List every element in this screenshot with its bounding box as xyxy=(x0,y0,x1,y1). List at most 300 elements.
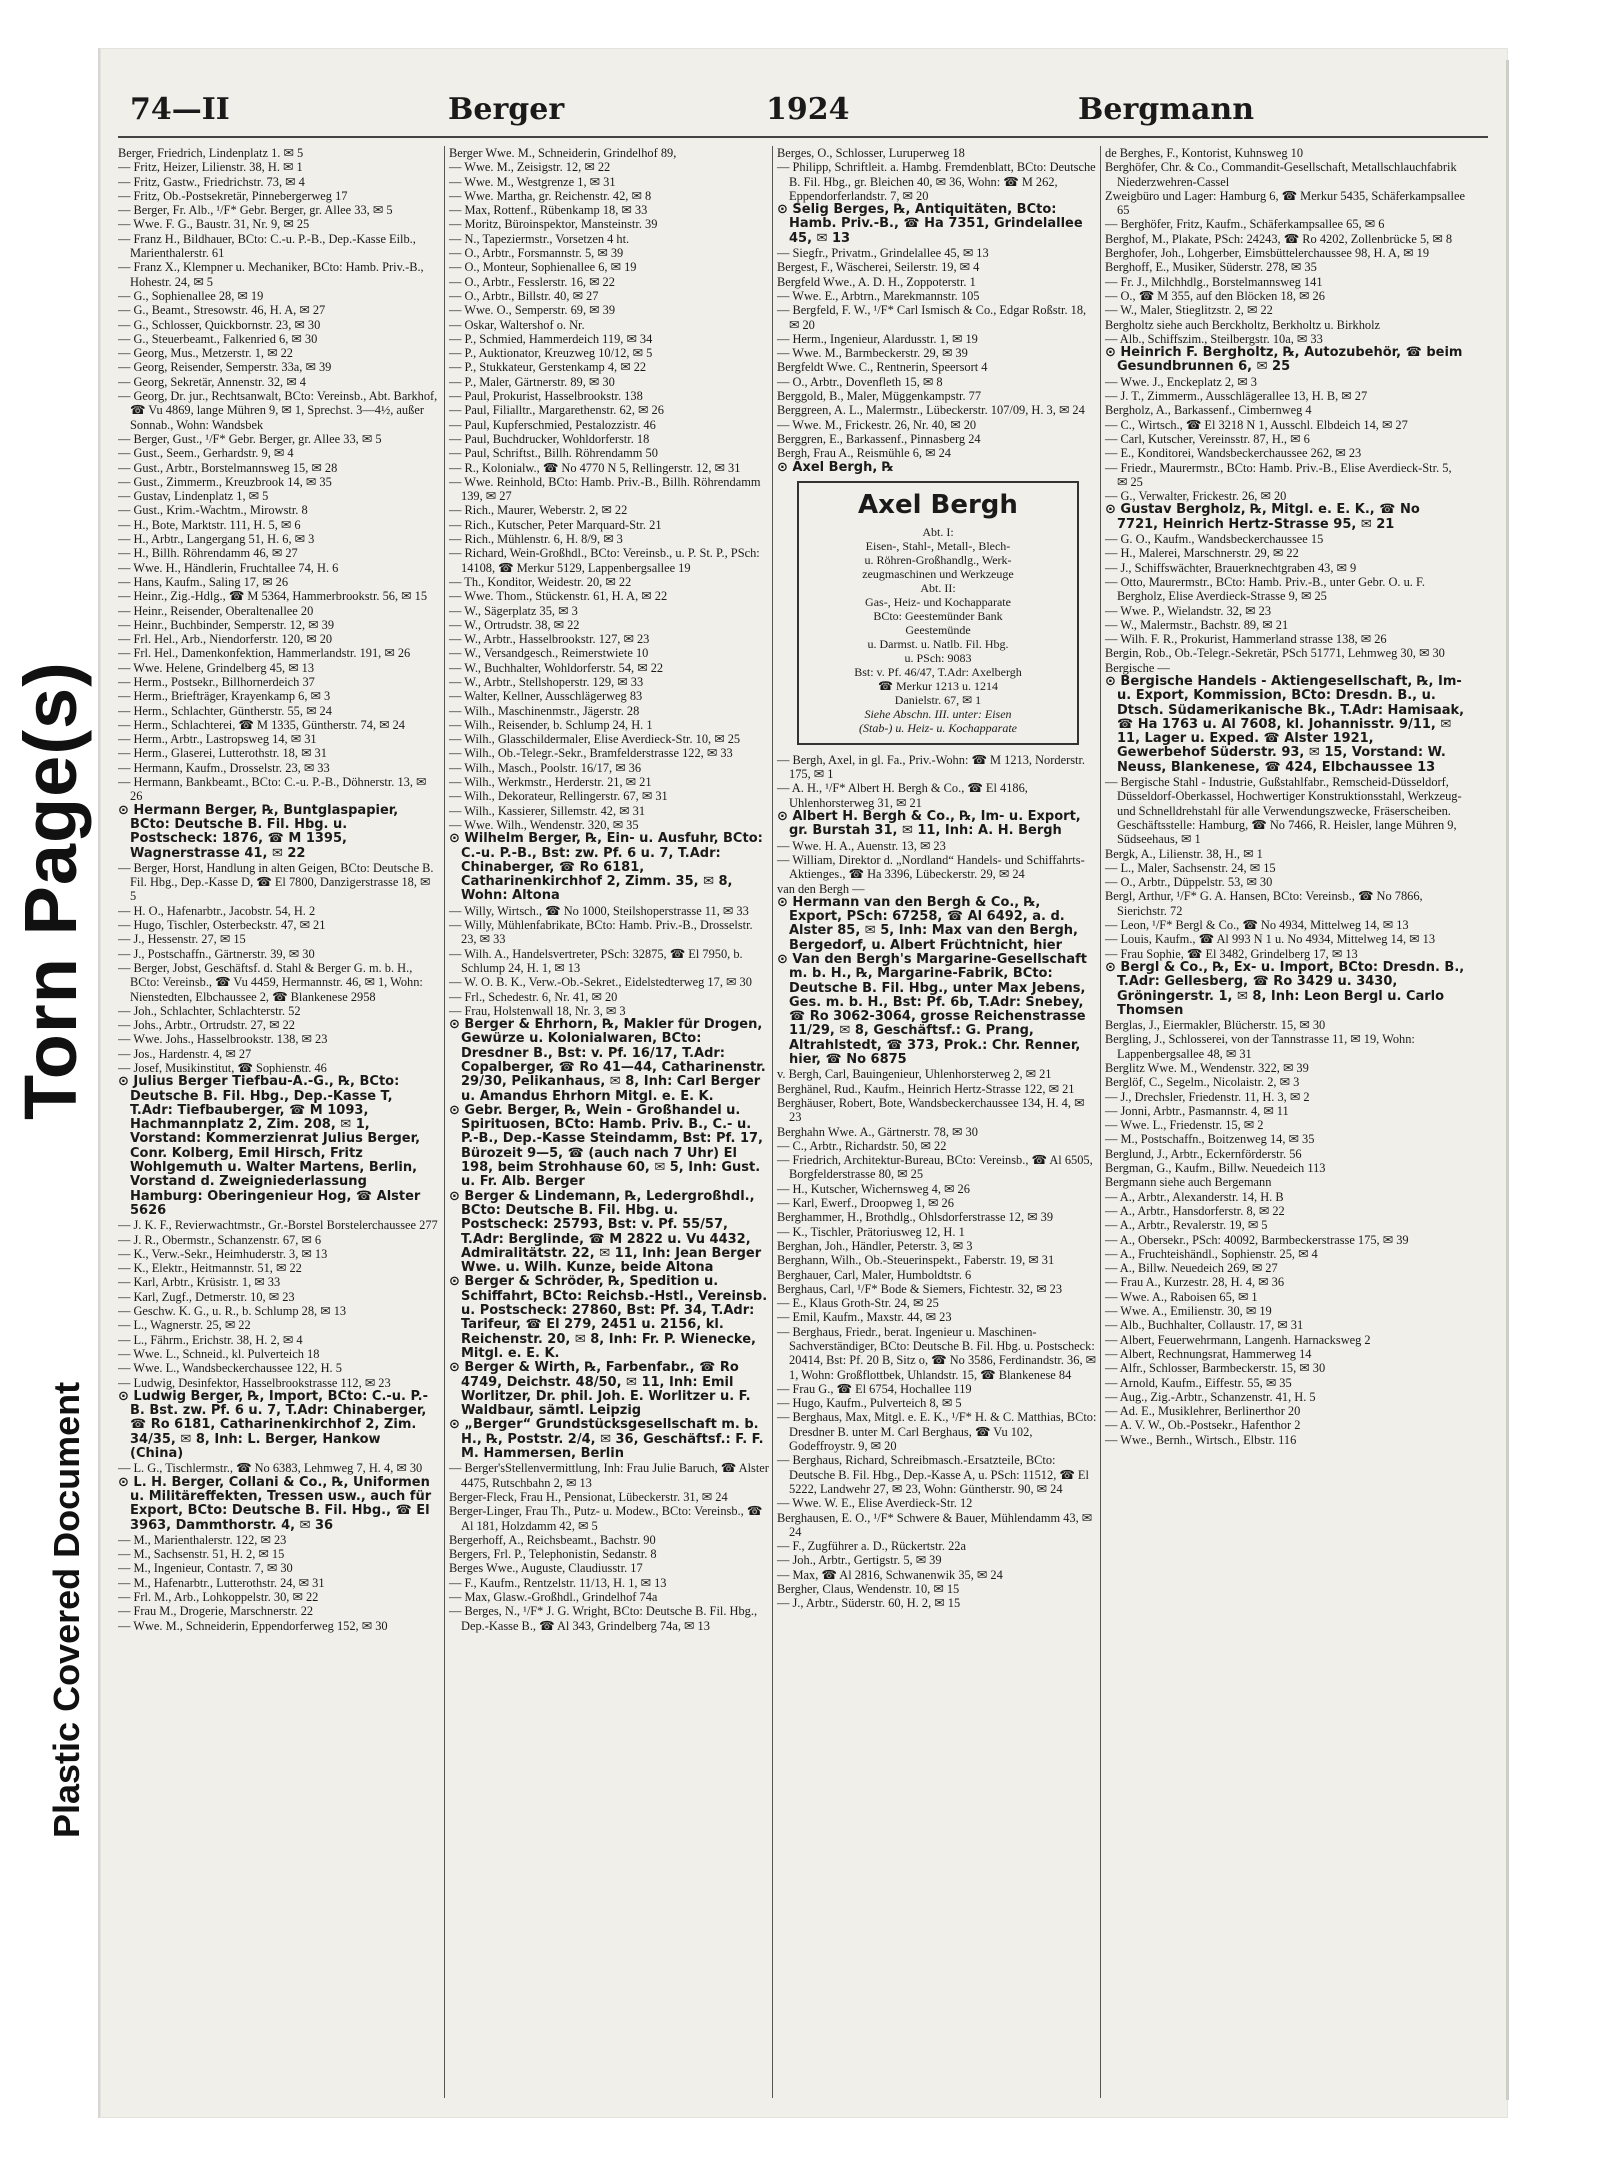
directory-entry: Berggreen, A. L., Malermstr., Lübeckerstr. 107/09, H. 3, ✉ 24 xyxy=(777,403,1085,418)
directory-entry: — G. O., Kaufm., Wandsbeckerchaussee 15 xyxy=(1105,532,1324,547)
directory-entry: — Berger, Fr. Alb., ¹/F* Gebr. Berger, gr. Allee 33, ✉ 5 xyxy=(118,203,393,218)
directory-entry: — Wilh., Glasschildermaler, Elise Averdieck-Str. 10, ✉ 25 xyxy=(449,732,741,747)
directory-entry: — Gust., Arbtr., Borstelmannsweg 15, ✉ 28 xyxy=(118,460,338,475)
directory-entry: Bergk, A., Lilienstr. 38, H., ✉ 1 xyxy=(1105,846,1263,861)
directory-entry: ⊙ Ludwig Berger, ℞, Import, BCto: C.-u. P.-B. Bst. zw. Pf. 6 u. 7, T.Adr: Chinaberger, ☎ Ro 6181, Catharinenkirchhof 2, Zim. 34/35, ✉ 8, Inh: L. Berger, Hankow (China) xyxy=(118,1388,429,1462)
directory-entry: — Wwe. M., Frickestr. 26, Nr. 40, ✉ 20 xyxy=(777,417,977,432)
directory-entry: — Wwe. J., Enckeplatz 2, ✉ 3 xyxy=(1105,374,1257,389)
directory-entry: — Paul, Schriftst., Billh. Röhrendamm 50 xyxy=(449,446,658,461)
directory-entry: — Wwe. L., Wandsbeckerchaussee 122, H. 5 xyxy=(118,1361,342,1376)
directory-entry: — Georg, Reisender, Semperstr. 33a, ✉ 39 xyxy=(118,360,332,375)
directory-entry: Bergmann siehe auch Bergemann xyxy=(1105,1175,1272,1190)
directory-entry: — Herm., Schlachter, Güntherstr. 55, ✉ 24 xyxy=(118,703,332,718)
directory-entry: — M., Hafenarbtr., Lutterothstr. 24, ✉ 31 xyxy=(118,1575,325,1590)
directory-entry: — J., Postschaffn., Gärtnerstr. 39, ✉ 30 xyxy=(118,946,315,961)
directory-entry: — Franz H., Bildhauer, BCto: C.-u. P.-B., Dep.-Kasse Eilb., Marienthalerstr. 61 xyxy=(118,231,416,261)
directory-entry: — K., Tischler, Prätoriusweg 12, H. 1 xyxy=(777,1224,965,1239)
directory-entry: — H., Kutscher, Wichernsweg 4, ✉ 26 xyxy=(777,1181,970,1196)
ad-line: Abt. I: xyxy=(922,524,954,539)
directory-entry: — Frau, Holstenwall 18, Nr. 3, ✉ 3 xyxy=(449,1003,626,1018)
directory-entry: Bergman, G., Kaufm., Billw. Neuedeich 113 xyxy=(1105,1161,1326,1176)
column-3-bottom xyxy=(777,753,1097,1611)
directory-entry: ⊙ Berger & Lindemann, ℞, Ledergroßhdl., BCto: Deutsche B. Fil. Hbg. u. Postscheck: 25793, Bst: v. Pf. 55/57, T.Adr: Berglinde, ☎ M 2822 u. Vu 4432, Admiralitätstr. 22, ✉ 11, Inh: Jean Berger Wwe. u. Wilh. Kunze, beide Altona xyxy=(449,1188,762,1276)
directory-entry: — O., Monteur, Sophienallee 6, ✉ 19 xyxy=(449,260,637,275)
directory-entry: — Bergische Stahl - Industrie, Gußstahlfabr., Remscheid-Düsseldorf, Düsseldorf-Oberkassel, Hochwertiger Konstruktionsstahl, Werkzeug- und Schnelldrehstahl für alle Verwendungszwecke, Fräserscheiben. Geschäftsstelle: Hamburg, ☎ No 7466, R. Heisler, lange Mühren 9, Südseehaus, ✉ 1 xyxy=(1105,775,1462,847)
directory-entry: Bergl, Arthur, ¹/F* G. A. Hansen, BCto: Vereinsb., ☎ No 7866, Sierichstr. 72 xyxy=(1105,889,1423,918)
directory-entry: — M., Ingenieur, Contastr. 7, ✉ 30 xyxy=(118,1561,293,1576)
directory-entry: — Berger'sStellenvermittlung, Inh: Frau Julie Baruch, ☎ Alster 4475, Rutschbahn 2, ✉ 13 xyxy=(449,1461,769,1490)
directory-entry: — M., Marienthalerstr. 122, ✉ 23 xyxy=(118,1532,287,1547)
directory-entry: — Berger, Horst, Handlung in alten Geigen, BCto: Deutsche B. Fil. Hbg., Dep.-Kasse D, ☎ El 7800, Danzigerstrasse 18, ✉ 5 xyxy=(118,860,434,904)
column-4 xyxy=(1100,146,1465,2098)
directory-entry: — Georg, Mus., Metzerstr. 1, ✉ 22 xyxy=(118,346,293,361)
directory-entry: — H., Arbtr., Langergang 51, H. 6, ✉ 3 xyxy=(118,532,315,547)
directory-entry: — Berghöfer, Fritz, Kaufm., Schäferkampsallee 65, ✉ 6 xyxy=(1105,217,1385,232)
directory-page xyxy=(98,48,1508,2118)
directory-entry: — Gust., Krim.-Wachtm., Mirowstr. 8 xyxy=(118,503,308,518)
ad-line: Bst: v. Pf. 46/47, T.Adr: Axelbergh xyxy=(854,664,1022,679)
directory-entry: — Wilh. A., Handelsvertreter, PSch: 32875, ☎ El 7950, b. Schlump 24, H. 1, ✉ 13 xyxy=(449,946,743,975)
directory-entry: — Wwe. Johs., Hasselbrookstr. 138, ✉ 23 xyxy=(118,1032,328,1047)
directory-entry: — Willy, Wirtsch., ☎ No 1000, Steilshoperstrasse 11, ✉ 33 xyxy=(449,903,749,918)
directory-entry: Berghänel, Rud., Kaufm., Heinrich Hertz-Strasse 122, ✉ 21 xyxy=(777,1081,1075,1096)
directory-entry: ⊙ Axel Bergh, ℞ xyxy=(777,459,894,475)
directory-entry: — E., Klaus Groth-Str. 24, ✉ 25 xyxy=(777,1296,939,1311)
directory-entry: — W. O. B. K., Verw.-Ob.-Sekret., Eidelstedterweg 17, ✉ 30 xyxy=(449,975,752,990)
directory-entry: — Willy, Mühlenfabrikate, BCto: Hamb. Priv.-B., Drosselstr. 23, ✉ 33 xyxy=(449,918,753,947)
directory-entry: — Hugo, Tischler, Osterbeckstr. 47, ✉ 21 xyxy=(118,918,326,933)
directory-entry: — Fr. J., Milchhdlg., Borstelmannsweg 141 xyxy=(1105,274,1323,289)
directory-entry: Berges Wwe., Auguste, Claudiusstr. 17 xyxy=(449,1561,643,1576)
directory-entry: — Hermann, Bankbeamt., BCto: C.-u. P.-B., Döhnerstr. 13, ✉ 26 xyxy=(118,775,427,804)
column-3 xyxy=(772,146,1097,2098)
directory-entry: ⊙ L. H. Berger, Collani & Co., ℞, Uniformen u. Militäreffekten, Tressen usw., auch für Export, BCto: Deutsche B. Fil. Hbg., ☎ El 3963, Dammthorstr. 4, ✉ 36 xyxy=(118,1474,432,1533)
directory-entry: — Rich., Mühlenstr. 6, H. 8/9, ✉ 3 xyxy=(449,532,623,547)
directory-entry: — Berger, Gust., ¹/F* Gebr. Berger, gr. Allee 33, ✉ 5 xyxy=(118,431,382,446)
directory-entry: — K., Elektr., Heitmannstr. 51, ✉ 22 xyxy=(118,1261,302,1276)
directory-entry: — Frau A., Kurzestr. 28, H. 4, ✉ 36 xyxy=(1105,1275,1285,1290)
directory-entry: — L., Maler, Sachsenstr. 24, ✉ 15 xyxy=(1105,860,1276,875)
directory-entry: — Wwe. O., Semperstr. 69, ✉ 39 xyxy=(449,303,616,318)
directory-entry: — Friedr., Maurermstr., BCto: Hamb. Priv.-B., Elise Averdieck-Str. 5, ✉ 25 xyxy=(1105,460,1452,489)
directory-entry: — Jos., Hardenstr. 4, ✉ 27 xyxy=(118,1046,252,1061)
directory-entry: — P., Stukkateur, Gerstenkamp 4, ✉ 22 xyxy=(449,360,647,375)
directory-entry: — William, Direktor d. „Nordland“ Handels- und Schiffahrts-Aktienges., ☎ Ha 3396, Lübeckerstr. 29, ✉ 24 xyxy=(777,852,1085,882)
directory-entry: — L., Wagnerstr. 25, ✉ 22 xyxy=(118,1318,251,1333)
directory-entry: — G., Sophienallee 28, ✉ 19 xyxy=(118,288,264,303)
directory-entry: Berghof, M., Plakate, PSch: 24243, ☎ Ro 4202, Zollenbrücke 5, ✉ 8 xyxy=(1105,231,1453,246)
directory-entry: Bergfeldt Wwe. C., Rentnerin, Speersort 4 xyxy=(777,360,988,375)
directory-entry: ⊙ Berger & Wirth, ℞, Farbenfabr., ☎ Ro 4749, Deichstr. 48/50, ✉ 11, Inh: Emil Worlitzer, Dr. phil. Joh. E. Worlitzer u. F. Waldbaur, sämtl. Leipzig xyxy=(449,1360,751,1419)
directory-entry: — Gust., Seem., Gerhardstr. 9, ✉ 4 xyxy=(118,446,294,461)
directory-entry: — Bergh, Axel, in gl. Fa., Priv.-Wohn: ☎ M 1213, Norderstr. 175, ✉ 1 xyxy=(777,752,1086,782)
directory-entry: — Wwe. M., Schneiderin, Eppendorferweg 152, ✉ 30 xyxy=(118,1618,388,1633)
directory-entry: — W., Versandgesch., Reimerstwiete 10 xyxy=(449,646,649,661)
directory-entry: — Wwe. E., Arbtrn., Marekmannstr. 105 xyxy=(777,288,980,303)
directory-entry: — Gustav, Lindenplatz 1, ✉ 5 xyxy=(118,489,269,504)
ad-title: Axel Bergh xyxy=(858,489,1018,520)
directory-entry: — Friedrich, Architektur-Bureau, BCto: Vereinsb., ☎ Al 6505, Borgfelderstrasse 80, ✉ 25 xyxy=(777,1153,1093,1182)
directory-entry: — Siegfr., Privatm., Grindelallee 45, ✉ 13 xyxy=(777,246,989,261)
directory-entry: — L., Fährm., Erichstr. 38, H. 2, ✉ 4 xyxy=(118,1332,303,1347)
directory-entry: Bergische — xyxy=(1105,660,1170,675)
directory-entry: — Rich., Kutscher, Peter Marquard-Str. 21 xyxy=(449,517,662,532)
header-first-name: Berger xyxy=(448,92,565,127)
directory-entry: — K., Verw.-Sekr., Heimhuderstr. 3, ✉ 13 xyxy=(118,1246,328,1261)
directory-entry: ⊙ Albert H. Bergh & Co., ℞, Im- u. Export, gr. Burstah 31, ✉ 11, Inh: A. H. Bergh xyxy=(777,809,1081,839)
directory-entry: Berglund, J., Arbtr., Eckernförderstr. 56 xyxy=(1105,1146,1302,1161)
directory-entry: — Arnold, Kaufm., Eiffestr. 55, ✉ 35 xyxy=(1105,1375,1292,1390)
directory-entry: — Bergfeld, F. W., ¹/F* Carl Ismisch & Co., Edgar Roßstr. 18, ✉ 20 xyxy=(777,303,1087,332)
directory-entry: — M., Sachsenstr. 51, H. 2, ✉ 15 xyxy=(118,1547,285,1562)
directory-entry: ⊙ Berger & Ehrhorn, ℞, Makler für Drogen, Gewürze u. Kolonialwaren, BCto: Dresdner B., Bst: v. Pf. 16/17, T.Adr: Copalberger, ☎ Ro 41—44, Catharinenstr. 29/30, Pelikanhaus, ✉ 8, Inh: Carl Berger u. Amandus Ehrhorn Mitgl. e. E. K. xyxy=(449,1017,766,1104)
directory-entry: — Frl., Schedestr. 6, Nr. 41, ✉ 20 xyxy=(449,989,618,1004)
directory-entry: — Ludwig, Desinfektor, Hasselbrookstrasse 112, ✉ 23 xyxy=(118,1375,391,1390)
directory-entry: Berger Wwe. M., Schneiderin, Grindelhof 89, xyxy=(449,146,677,160)
directory-entry: — Georg, Sekretär, Annenstr. 32, ✉ 4 xyxy=(118,374,306,389)
directory-entry: van den Bergh — xyxy=(777,881,865,896)
directory-entry: — Wwe. A., Raboisen 65, ✉ 1 xyxy=(1105,1289,1258,1304)
directory-entry: Bergh, Frau A., Reismühle 6, ✉ 24 xyxy=(777,446,951,461)
plastic-covered-stamp: Plastic Covered Document xyxy=(46,1381,87,1838)
directory-entry: ⊙ Gebr. Berger, ℞, Wein - Großhandel u. Spirituosen, BCto: Hamb. Priv. B., C.- u. P.-B., Dep.-Kasse Steindamm, Bst: Pf. 17, Bürozeit 9—5, ☎ (auch nach 7 Uhr) El 198, beim Strohhause 60, ✉ 5, Inh: Gust. u. Fr. Alb. Berger xyxy=(449,1102,763,1190)
directory-entry: — H. O., Hafenarbtr., Jacobstr. 54, H. 2 xyxy=(118,903,316,918)
directory-entry: — W., Arbtr., Stellshoperstr. 129, ✉ 33 xyxy=(449,674,644,689)
directory-entry: — Hermann, Kaufm., Drosselstr. 23, ✉ 33 xyxy=(118,760,330,775)
directory-entry: — Fritz, Heizer, Lilienstr. 38, H. ✉ 1 xyxy=(118,160,303,175)
directory-entry: Berghöfer, Chr. & Co., Commandit-Gesellschaft, Metallschlauchfabrik Niederzwehren-Cassel xyxy=(1105,160,1457,189)
directory-entry: — Wilh., Maschinenmstr., Jägerstr. 28 xyxy=(449,703,640,718)
scan-margin xyxy=(0,0,100,2177)
directory-entry: — Herm., Schlachterei, ☎ M 1335, Güntherstr. 74, ✉ 24 xyxy=(118,717,406,732)
ad-lines xyxy=(807,525,1069,735)
directory-entry: — Wilh., Kassierer, Sillemstr. 42, ✉ 31 xyxy=(449,803,646,818)
directory-entry: — Josef, Musikinstitut, ☎ Sophienstr. 46 xyxy=(118,1061,327,1075)
directory-entry: — O., Arbtr., Dovenfleth 15, ✉ 8 xyxy=(777,374,943,389)
column-3-top xyxy=(777,146,1097,475)
directory-entry: — Albert, Feuerwehrmann, Langenh. Harnacksweg 2 xyxy=(1105,1332,1371,1347)
directory-entry: — Frl. M., Arb., Lohkoppelstr. 30, ✉ 22 xyxy=(118,1589,319,1604)
directory-entry: — H., Billh. Röhrendamm 46, ✉ 27 xyxy=(118,546,298,561)
directory-entry: Berghan, Joh., Händler, Peterstr. 3, ✉ 3 xyxy=(777,1238,973,1253)
directory-entry: — F., Zugführer a. D., Rückertstr. 22a xyxy=(777,1539,966,1554)
directory-entry: — H., Malerei, Marschnerstr. 29, ✉ 22 xyxy=(1105,546,1299,561)
directory-entry: — Emil, Kaufm., Maxstr. 44, ✉ 23 xyxy=(777,1310,952,1325)
directory-entry: Berggold, B., Maler, Müggenkampstr. 77 xyxy=(777,389,982,404)
directory-entry: Berghann, Wilh., Ob.-Steuerinspekt., Faberstr. 19, ✉ 31 xyxy=(777,1253,1055,1268)
directory-entry: — G., Beamt., Stresowstr. 46, H. A, ✉ 27 xyxy=(118,303,326,318)
directory-entry: — G., Verwalter, Frickestr. 26, ✉ 20 xyxy=(1105,489,1287,504)
directory-entry: — Gust., Zimmerm., Kreuzbrook 14, ✉ 35 xyxy=(118,474,332,489)
directory-entry: — Geschw. K. G., u. R., b. Schlump 28, ✉ 13 xyxy=(118,1304,347,1319)
directory-entry: Berghofer, Joh., Lohgerber, Eimsbüttelerchaussee 98, H. A, ✉ 19 xyxy=(1105,246,1430,261)
directory-entry: — Fritz, Gastw., Friedrichstr. 73, ✉ 4 xyxy=(118,174,305,189)
directory-entry: Bergfeld Wwe., A. D. H., Zoppoterstr. 1 xyxy=(777,274,976,289)
directory-entry: Bergholtz siehe auch Berckholtz, Berkholtz u. Birkholz xyxy=(1105,317,1381,332)
ad-line: Eisen-, Stahl-, Metall-, Blech- xyxy=(865,538,1011,553)
directory-entry: — J., Schiffswächter, Brauerknechtgraben 43, ✉ 9 xyxy=(1105,560,1357,575)
directory-entry: ⊙ „Berger“ Grundstücksgesellschaft m. b. H., ℞, Poststr. 2/4, ✉ 36, Geschäftsf.: F. F. M. Hammersen, Berlin xyxy=(449,1417,764,1462)
ad-line: u. PSch: 9083 xyxy=(904,650,972,665)
directory-entry: — Frau Sophie, ☎ El 3482, Grindelberg 17, ✉ 13 xyxy=(1105,946,1358,961)
directory-entry: — G., Steuerbeamt., Falkenried 6, ✉ 30 xyxy=(118,331,318,346)
directory-entry: — Albert, Rechnungsrat, Hammerweg 14 xyxy=(1105,1346,1312,1361)
directory-entry: — Wilh., Reisender, b. Schlump 24, H. 1 xyxy=(449,717,653,732)
directory-columns xyxy=(118,146,1488,2098)
directory-entry: — Wwe. F. G., Baustr. 31, Nr. 9, ✉ 25 xyxy=(118,217,310,232)
directory-entry: ⊙ Gustav Bergholz, ℞, Mitgl. e. E. K., ☎ No 7721, Heinrich Hertz-Strasse 95, ✉ 21 xyxy=(1105,502,1420,532)
directory-entry: Berghammer, H., Brothdlg., Ohlsdorferstrasse 12, ✉ 39 xyxy=(777,1210,1054,1225)
directory-entry: — Berghaus, Richard, Schreibmasch.-Ersatzteile, BCto: Deutsche B. Fil. Hbg., Dep.-Kasse A, u. PSch: 11512, ☎ El 5222, Landwehr 27, ✉ 23, Wohn: Güntherstr. 90, ✉ 24 xyxy=(777,1453,1089,1496)
directory-entry: — W., Buchhalter, Wohldorferstr. 54, ✉ 22 xyxy=(449,660,664,675)
directory-entry: — Franz X., Klempner u. Mechaniker, BCto: Hamb. Priv.-B., Hohestr. 24, ✉ 5 xyxy=(118,260,424,289)
directory-entry: — Joh., Schlachter, Schlachterstr. 52 xyxy=(118,1003,301,1018)
torn-pages-stamp: Torn Page(s) xyxy=(9,661,92,1120)
directory-entry: — O., ☎ M 355, auf den Blöcken 18, ✉ 26 xyxy=(1105,288,1325,303)
directory-entry: — R., Kolonialw., ☎ No 4770 N 5, Rellingerstr. 12, ✉ 31 xyxy=(449,460,741,475)
directory-entry: ⊙ Heinrich F. Bergholtz, ℞, Autozubehör, ☎ beim Gesundbrunnen 6, ✉ 25 xyxy=(1105,345,1463,375)
ad-line: u. Darmst. u. Natlb. Fil. Hbg. xyxy=(867,636,1009,651)
directory-entry: ⊙ Berger & Schröder, ℞, Spedition u. Schiffahrt, BCto: Reichsb.-Hstl., Vereinsb. u. Postscheck: 27860, Bst: Pf. 34, T.Adr: Tarifeur, ☎ El 279, 2451 u. 2156, kl. Reichenstr. 20, ✉ 8, Inh: Fr. P. Wienecke, Mitgl. e. E. K. xyxy=(449,1274,768,1361)
directory-entry: — Herm., Ingenieur, Alardusstr. 1, ✉ 19 xyxy=(777,331,978,346)
directory-entry: — J., Hessenstr. 27, ✉ 15 xyxy=(118,932,246,947)
directory-entry: Berglas, J., Eiermakler, Blücherstr. 15, ✉ 30 xyxy=(1105,1018,1326,1033)
directory-entry: — J. K. F., Revierwachtmstr., Gr.-Borstel Borstelerchaussee 277 xyxy=(118,1218,438,1233)
directory-entry: — Wwe. H. A., Auenstr. 13, ✉ 23 xyxy=(777,838,946,853)
directory-entry: Berghauer, Carl, Maler, Humboldtstr. 6 xyxy=(777,1267,972,1282)
directory-entry: Berghausen, E. O., ¹/F* Schwere & Bauer, Mühlendamm 43, ✉ 24 xyxy=(777,1510,1093,1539)
directory-entry: — Wwe. M., Barmbeckerstr. 29, ✉ 39 xyxy=(777,346,968,361)
page-number: 74—II xyxy=(130,92,230,127)
directory-entry: — Moritz, Büroinspektor, Mansteinstr. 39 xyxy=(449,217,658,232)
page-edge-shadow xyxy=(1506,60,1509,2100)
directory-entry: — C., Wirtsch., ☎ El 3218 N 1, Ausschl. Elbdeich 14, ✉ 27 xyxy=(1105,417,1408,432)
directory-entry: — Max, ☎ Al 2816, Schwanenwik 35, ✉ 24 xyxy=(777,1567,1003,1582)
directory-entry: Berghahn Wwe. A., Gärtnerstr. 78, ✉ 30 xyxy=(777,1124,978,1139)
directory-entry: Berger-Linger, Frau Th., Putz- u. Modew., BCto: Vereinsb., ☎ Al 181, Holzdamm 42, ✉ 5 xyxy=(449,1504,763,1533)
directory-entry: — Wwe. M., Zeisigstr. 12, ✉ 22 xyxy=(449,160,611,175)
directory-entry: — Karl, Zugf., Detmerstr. 10, ✉ 23 xyxy=(118,1289,295,1304)
directory-entry: — F., Kaufm., Rentzelstr. 11/13, H. 1, ✉ 13 xyxy=(449,1575,667,1590)
directory-entry: Berglitz Wwe. M., Wendenstr. 322, ✉ 39 xyxy=(1105,1061,1309,1075)
directory-entry: — Herm., Arbtr., Lastropsweg 14, ✉ 31 xyxy=(118,732,317,747)
directory-entry: ⊙ Wilhelm Berger, ℞, Ein- u. Ausfuhr, BCto: C.-u. P.-B., Bst: zw. Pf. 6 u. 7, T.Adr: Chinaberger, ☎ Ro 6181, Catharinenkirchhof 2, Zimm. 35, ✉ 8, Wohn: Altona xyxy=(449,831,763,904)
directory-entry: — H., Bote, Marktstr. 111, H. 5, ✉ 6 xyxy=(118,517,301,532)
directory-entry: — Wwe. P., Wielandstr. 32, ✉ 23 xyxy=(1105,603,1272,618)
directory-entry: — J. R., Obermstr., Schanzenstr. 67, ✉ 6 xyxy=(118,1232,322,1247)
directory-entry: — Alb., Buchhalter, Collaustr. 17, ✉ 31 xyxy=(1105,1318,1304,1333)
directory-entry: ⊙ Bergl & Co., ℞, Ex- u. Import, BCto: Dresdn. B., T.Adr: Gellesberg, ☎ Ro 3429 u. 3430, Gröningerstr. 1, ✉ 8, Inh: Leon Bergl u. Carlo Thomsen xyxy=(1105,959,1465,1018)
directory-entry: — O., Arbtr., Düppelstr. 53, ✉ 30 xyxy=(1105,875,1273,890)
directory-entry: — Th., Konditor, Weidestr. 20, ✉ 22 xyxy=(449,574,632,589)
directory-entry: — W., Ortrudstr. 38, ✉ 22 xyxy=(449,617,580,632)
header-year: 1924 xyxy=(766,92,850,127)
directory-entry: — Heinr., Buchbinder, Semperstr. 12, ✉ 39 xyxy=(118,617,335,632)
directory-entry: ⊙ Julius Berger Tiefbau-A.-G., ℞, BCto: Deutsche B. Fil. Hbg., Dep.-Kasse T, T.Adr: Tiefbauberger, ☎ M 1093, Hachmannplatz 2, Zim. 208, ✉ 1, Vorstand: Kommerzienrat Julius Berger, Conr. Kolberg, Emil Hirsch, Fritz Wohlgemuth u. Walter Martens, Berlin, Vorstand d. Zweigniederlassung Hamburg: Oberingenieur Hog, ☎ Alster 5626 xyxy=(118,1074,421,1218)
directory-entry: Bergher, Claus, Wendenstr. 10, ✉ 15 xyxy=(777,1582,960,1597)
directory-entry: — N., Tapeziermstr., Vorsetzen 4 ht. xyxy=(449,231,630,246)
directory-entry: ⊙ Hermann Berger, ℞, Buntglaspapier, BCto: Deutsche B. Fil. Hbg. u. Postscheck: 1876, ☎ M 1395, Wagnerstrasse 41, ✉ 22 xyxy=(118,802,399,861)
directory-entry: — Heinr., Zig.-Hdlg., ☎ M 5364, Hammerbrookstr. 56, ✉ 15 xyxy=(118,589,428,604)
directory-entry: — Wwe. Helene, Grindelberg 45, ✉ 13 xyxy=(118,660,315,675)
directory-entry: — Wilh., Werkmstr., Herderstr. 21, ✉ 21 xyxy=(449,775,652,790)
directory-entry: — O., Arbtr., Fesslerstr. 16, ✉ 22 xyxy=(449,274,615,289)
directory-entry: — Wwe. Reinhold, BCto: Hamb. Priv.-B., Billh. Röhrendamm 139, ✉ 27 xyxy=(449,474,761,504)
directory-entry: — Wwe. Thom., Stückenstr. 61, H. A, ✉ 22 xyxy=(449,589,668,604)
directory-entry: — Aug., Zig.-Arbtr., Schanzenstr. 41, H. 5 xyxy=(1105,1389,1316,1404)
directory-entry: — Heinr., Reisender, Oberaltenallee 20 xyxy=(118,603,314,618)
directory-entry: — Jonni, Arbtr., Pasmannstr. 4, ✉ 11 xyxy=(1105,1103,1289,1118)
directory-entry: — A., Arbtr., Alexanderstr. 14, H. B xyxy=(1105,1189,1284,1204)
directory-entry: Berges, O., Schlosser, Luruperweg 18 xyxy=(777,146,965,160)
directory-entry: — Fritz, Ob.-Postsekretär, Pinnebergerweg 17 xyxy=(118,188,348,203)
ad-line: (Stab-) u. Heiz- u. Kochapparate xyxy=(859,720,1017,735)
directory-entry: — Berges, N., ¹/F* J. G. Wright, BCto: Deutsche B. Fil. Hbg., Dep.-Kasse B., ☎ Al 343, Grindelberg 74a, ✉ 13 xyxy=(449,1604,758,1633)
directory-entry: — Frau M., Drogerie, Marschnerstr. 22 xyxy=(118,1604,314,1619)
directory-entry: — P., Maler, Gärtnerstr. 89, ✉ 30 xyxy=(449,374,615,389)
directory-entry: — Richard, Wein-Großhdl., BCto: Vereinsb., u. P. St. P., PSch: 14108, ☎ Merkur 5129, Lappenbergsallee 19 xyxy=(449,546,760,575)
directory-entry: Berger-Fleck, Frau H., Pensionat, Lübeckerstr. 31, ✉ 24 xyxy=(449,1489,728,1504)
directory-entry: — M., Postschaffn., Boitzenweg 14, ✉ 35 xyxy=(1105,1132,1315,1147)
directory-entry: — Karl, Ewerf., Droopweg 1, ✉ 26 xyxy=(777,1196,954,1211)
directory-entry: ⊙ Bergische Handels - Aktiengesellschaft, ℞, Im- u. Export, Kommission, BCto: Dresdn. B., u. Dtsch. Südamerikanische Bk., T.Adr: Hamisaak, ☎ Ha 1763 u. Al 7608, kl. Johannisstr. 9/11, ✉ 11, Lager u. Exped. ☎ Alster 1921, Gewerbehof Süderstr. 93, ✉ 15, Vorstand: W. Neuss, Blankenese, ☎ 424, Elbchaussee 13 xyxy=(1105,673,1465,775)
directory-entry: — Georg, Dr. jur., Rechtsanwalt, BCto: Vereinsb., Abt. Barkhof, ☎ Vu 4869, lange Mühren 9, ✉ 1, Sprechst. 3—4½, außer Sonnab., Wohn: Wandsbek xyxy=(118,389,438,432)
directory-entry: — Karl, Arbtr., Krüsistr. 1, ✉ 33 xyxy=(118,1275,281,1290)
scan-right-margin xyxy=(1506,60,1600,2100)
directory-entry: — Carl, Kutscher, Vereinsstr. 87, H., ✉ 6 xyxy=(1105,431,1310,446)
directory-entry: — Wilh. F. R., Prokurist, Hammerland strasse 138, ✉ 26 xyxy=(1105,632,1387,647)
directory-entry: — Rich., Maurer, Weberstr. 2, ✉ 22 xyxy=(449,503,628,518)
directory-entry: — Wilh., Dekorateur, Rellingerstr. 67, ✉ 31 xyxy=(449,789,668,804)
directory-entry: — Oskar, Waltershof o. Nr. xyxy=(449,317,585,332)
directory-entry: — Philipp, Schriftleit. a. Hambg. Fremdenblatt, BCto: Deutsche B. Fil. Hbg., gr. Bleichen 40, ✉ 36, Wohn: ☎ M 262, Eppendorferlandstr. 7, ✉ 20 xyxy=(777,160,1096,203)
directory-entry: ⊙ Van den Bergh's Margarine-Gesellschaft m. b. H., ℞, Margarine-Fabrik, BCto: Deutsche B. Fil. Hbg., unter Max Jebens, Ges. m. b. H., Bst: Pf. 6b, T.Adr: Snebey, ☎ Ro 3062-3064, grosse Reichenstrasse 11/29, ✉ 8, Geschäftsf.: G. Prang, Altrahlstedt, ☎ 373, Prok.: Chr. Renner, hier, ☎ No 6875 xyxy=(777,951,1087,1068)
directory-entry: — P., Schmied, Hammerdeich 119, ✉ 34 xyxy=(449,331,653,346)
ad-line: BCto: Geestemünder Bank xyxy=(873,608,1003,623)
directory-entry: — A., Arbtr., Hansdorferstr. 8, ✉ 22 xyxy=(1105,1203,1285,1218)
page-header xyxy=(118,86,1488,138)
directory-entry: Berglöf, C., Segelm., Nicolaistr. 2, ✉ 3 xyxy=(1105,1075,1300,1090)
directory-entry: — Herm., Briefträger, Krayenkamp 6, ✉ 3 xyxy=(118,689,331,704)
ad-line: u. Röhren-Großhandlg., Werk- xyxy=(864,552,1012,567)
directory-entry: — Berghaus, Friedr., berat. Ingenieur u. Maschinen-Sachverständiger, BCto: Deutsche B. Fil. Hbg. u. Postscheck: 20414, Bst: Pf. 20 B, Sitz o, ☎ No 3586, Ferdinandstr. 36, ✉ 1, Wohn: Großflottbek, Uhlandstr. 15, ☎ Blankenese 84 xyxy=(777,1324,1097,1382)
directory-entry: Berghäuser, Robert, Bote, Wandsbeckerchaussee 134, H. 4, ✉ 23 xyxy=(777,1095,1085,1125)
directory-entry: — Walter, Kellner, Ausschlägerweg 83 xyxy=(449,689,643,704)
directory-entry: v. Bergh, Carl, Bauingenieur, Uhlenhorsterweg 2, ✉ 21 xyxy=(777,1067,1052,1082)
column-2 xyxy=(444,146,769,2098)
directory-entry: — Paul, Kupferschmied, Pestalozzistr. 46 xyxy=(449,417,656,432)
directory-entry: — Alb., Schiffszim., Steilbergstr. 10a, ✉ 33 xyxy=(1105,331,1323,346)
axel-bergh-advertisement xyxy=(797,481,1079,745)
directory-entry: — Hugo, Kaufm., Pulverteich 8, ✉ 5 xyxy=(777,1396,962,1411)
directory-entry: — O., Arbtr., Billstr. 40, ✉ 27 xyxy=(449,288,599,303)
directory-entry: — L. G., Tischlermstr., ☎ No 6383, Lehmweg 7, H. 4, ✉ 30 xyxy=(118,1461,423,1476)
directory-entry: — A., Obersekr., PSch: 40092, Barmbeckerstrasse 175, ✉ 39 xyxy=(1105,1232,1409,1247)
directory-entry: — Paul, Filialltr., Margarethenstr. 62, ✉ 26 xyxy=(449,403,664,418)
directory-entry: — Berger, Jobst, Geschäftsf. d. Stahl & Berger G. m. b. H., BCto: Vereinsb., ☎ Vu 4459, Hermannstr. 46, ✉ 1, Wohn: Nienstedten, Elbchaussee 2, ☎ Blankenese 2958 xyxy=(118,960,423,1004)
directory-entry: — Frl. Hel., Damenkonfektion, Hammerlandstr. 191, ✉ 26 xyxy=(118,646,411,661)
directory-entry: Bergerhoff, A., Reichsbeamt., Bachstr. 90 xyxy=(449,1532,656,1547)
directory-entry: — Alfr., Schlosser, Barmbeckerstr. 15, ✉ 30 xyxy=(1105,1361,1326,1376)
ad-line: ☎ Merkur 1213 u. 1214 xyxy=(878,678,998,693)
directory-entry: Bergling, J., Schlosserei, von der Tannstrasse 11, ✉ 19, Wohn: Lappenbergsallee 48, ✉ 31 xyxy=(1105,1032,1415,1061)
ad-line: Gas-, Heiz- und Kochapparate xyxy=(865,594,1011,609)
directory-entry: — Max, Glasw.-Großhdl., Grindelhof 74a xyxy=(449,1589,658,1604)
directory-entry: — W., Maler, Stieglitzstr. 2, ✉ 22 xyxy=(1105,303,1273,318)
directory-entry: — O., Arbtr., Forsmannstr. 5, ✉ 39 xyxy=(449,246,624,261)
directory-entry: — P., Auktionator, Kreuzweg 10/12, ✉ 5 xyxy=(449,346,653,361)
directory-entry: — Berghaus, Max, Mitgl. e. E. K., ¹/F* H. & C. Matthias, BCto: Dresdner B. unter M. Carl Berghaus, ☎ Vu 102, Godeffroystr. 9, ✉ 20 xyxy=(777,1410,1097,1454)
directory-entry: — Wwe. Martha, gr. Reichenstr. 42, ✉ 8 xyxy=(449,188,652,203)
directory-entry: Berggren, E., Barkassenf., Pinnasberg 24 xyxy=(777,431,981,446)
directory-entry: — Frl. Hel., Arb., Niendorferstr. 120, ✉ 20 xyxy=(118,632,333,647)
directory-entry: — A., Fruchteishändl., Sophienstr. 25, ✉ 4 xyxy=(1105,1246,1318,1261)
directory-entry: — Wwe. L., Schneid., kl. Pulverteich 18 xyxy=(118,1346,320,1361)
ad-line: Geestemünde xyxy=(905,622,971,637)
directory-entry: — Wilh., Masch., Poolstr. 16/17, ✉ 36 xyxy=(449,760,642,775)
directory-entry: Berghaus, Carl, ¹/F* Bode & Siemers, Fichtestr. 32, ✉ 23 xyxy=(777,1281,1063,1296)
directory-entry: — C., Arbtr., Richardstr. 50, ✉ 22 xyxy=(777,1138,947,1153)
directory-entry: — Wwe. M., Westgrenze 1, ✉ 31 xyxy=(449,174,616,189)
directory-entry: — Herm., Glaserei, Lutterothstr. 18, ✉ 31 xyxy=(118,746,327,761)
directory-entry: — Wwe. W. E., Elise Averdieck-Str. 12 xyxy=(777,1496,973,1511)
directory-entry: — Frau G., ☎ El 6754, Hochallee 119 xyxy=(777,1381,972,1396)
directory-entry: — Wwe. A., Emilienstr. 30, ✉ 19 xyxy=(1105,1304,1272,1319)
directory-entry: Bergin, Rob., Ob.-Telegr.-Sekretär, PSch 51771, Lehmweg 30, ✉ 30 xyxy=(1105,646,1445,661)
directory-entry: — A. H., ¹/F* Albert H. Bergh & Co., ☎ El 4186, Uhlenhorsterweg 31, ✉ 21 xyxy=(777,781,1028,810)
directory-entry: Berghoff, E., Musiker, Süderstr. 278, ✉ 35 xyxy=(1105,260,1317,275)
directory-entry: de Berghes, F., Kontorist, Kuhnsweg 10 xyxy=(1105,146,1304,160)
directory-entry: — Hans, Kaufm., Saling 17, ✉ 26 xyxy=(118,574,289,589)
directory-entry: — Ad. E., Musiklehrer, Berlinerthor 20 xyxy=(1105,1404,1301,1419)
ad-line: Siehe Abschn. III. unter: Eisen xyxy=(864,706,1012,721)
directory-entry: — G., Schlosser, Quickbornstr. 23, ✉ 30 xyxy=(118,317,321,332)
directory-entry: — E., Konditorei, Wandsbeckerchaussee 262, ✉ 23 xyxy=(1105,446,1362,461)
directory-entry: — Leon, ¹/F* Bergl & Co., ☎ No 4934, Mittelweg 14, ✉ 13 xyxy=(1105,918,1409,933)
directory-entry: — Wwe., Bernh., Wirtsch., Elbstr. 116 xyxy=(1105,1432,1297,1447)
ad-line: Abt. II: xyxy=(920,580,956,595)
directory-entry: — Wilh., Ob.-Telegr.-Sekr., Bramfelderstrasse 122, ✉ 33 xyxy=(449,746,733,761)
directory-entry: Zweigbüro und Lager: Hamburg 6, ☎ Merkur 5435, Schäferkampsallee 65 xyxy=(1105,188,1465,218)
directory-entry: — A., Billw. Neuedeich 269, ✉ 27 xyxy=(1105,1261,1278,1276)
directory-entry: — Paul, Buchdrucker, Wohldorferstr. 18 xyxy=(449,431,650,446)
ad-line: zeugmaschinen und Werkzeuge xyxy=(862,566,1014,581)
header-last-name: Bergmann xyxy=(1078,92,1255,127)
directory-entry: — J. T., Zimmerm., Ausschlägerallee 13, H. B, ✉ 27 xyxy=(1105,389,1368,404)
directory-entry: ⊙ Selig Berges, ℞, Antiquitäten, BCto: Hamb. Priv.-B., ☎ Ha 7351, Grindelallee 45, ✉ 13 xyxy=(777,202,1083,246)
directory-entry: — Wwe. L., Friedenstr. 15, ✉ 2 xyxy=(1105,1118,1264,1133)
directory-entry: — Joh., Arbtr., Gertigstr. 5, ✉ 39 xyxy=(777,1553,942,1568)
directory-entry: — W., Malermstr., Bachstr. 89, ✉ 21 xyxy=(1105,617,1289,632)
directory-entry: — W., Sägerplatz 35, ✉ 3 xyxy=(449,603,578,618)
directory-entry: Berger, Friedrich, Lindenplatz 1. ✉ 5 xyxy=(118,146,304,160)
directory-entry: — A., Arbtr., Revalerstr. 19, ✉ 5 xyxy=(1105,1218,1268,1233)
directory-entry: — J., Arbtr., Süderstr. 60, H. 2, ✉ 15 xyxy=(777,1596,961,1611)
directory-entry: — Louis, Kaufm., ☎ Al 993 N 1 u. No 4934, Mittelweg 14, ✉ 13 xyxy=(1105,932,1436,947)
directory-entry: ⊙ Hermann van den Bergh & Co., ℞, Export, PSch: 67258, ☎ Al 6492, a. d. Alster 85, ✉ 5, Inh: Max van den Bergh, Bergedorf, u. Albert Früchtnicht, hier xyxy=(777,894,1078,953)
ad-line: Danielstr. 67, ✉ 1 xyxy=(894,692,982,707)
directory-entry: — A. V. W., Ob.-Postsekr., Hafenthor 2 xyxy=(1105,1418,1301,1433)
directory-entry: — W., Arbtr., Hasselbrookstr. 127, ✉ 23 xyxy=(449,632,650,647)
directory-entry: Bergholz, A., Barkassenf., Cimbernweg 4 xyxy=(1105,403,1312,418)
directory-entry: Bergers, Frl. P., Telephonistin, Sedanstr. 8 xyxy=(449,1547,657,1562)
directory-entry: — Wwe. Wilh., Wendenstr. 320, ✉ 35 xyxy=(449,817,639,832)
directory-entry: Bergest, F., Wäscherei, Seilerstr. 19, ✉ 4 xyxy=(777,260,980,275)
directory-entry: — J., Drechsler, Friedenstr. 11, H. 3, ✉ 2 xyxy=(1105,1089,1310,1104)
directory-entry: — Otto, Maurermstr., BCto: Hamb. Priv.-B., unter Gebr. O. u. F. Bergholz, Elise Averdieck-Strasse 9, ✉ 25 xyxy=(1105,574,1425,604)
directory-entry: — Max, Rottenf., Rübenkamp 18, ✉ 33 xyxy=(449,203,648,218)
directory-entry: — Paul, Prokurist, Hasselbrookstr. 138 xyxy=(449,389,643,404)
